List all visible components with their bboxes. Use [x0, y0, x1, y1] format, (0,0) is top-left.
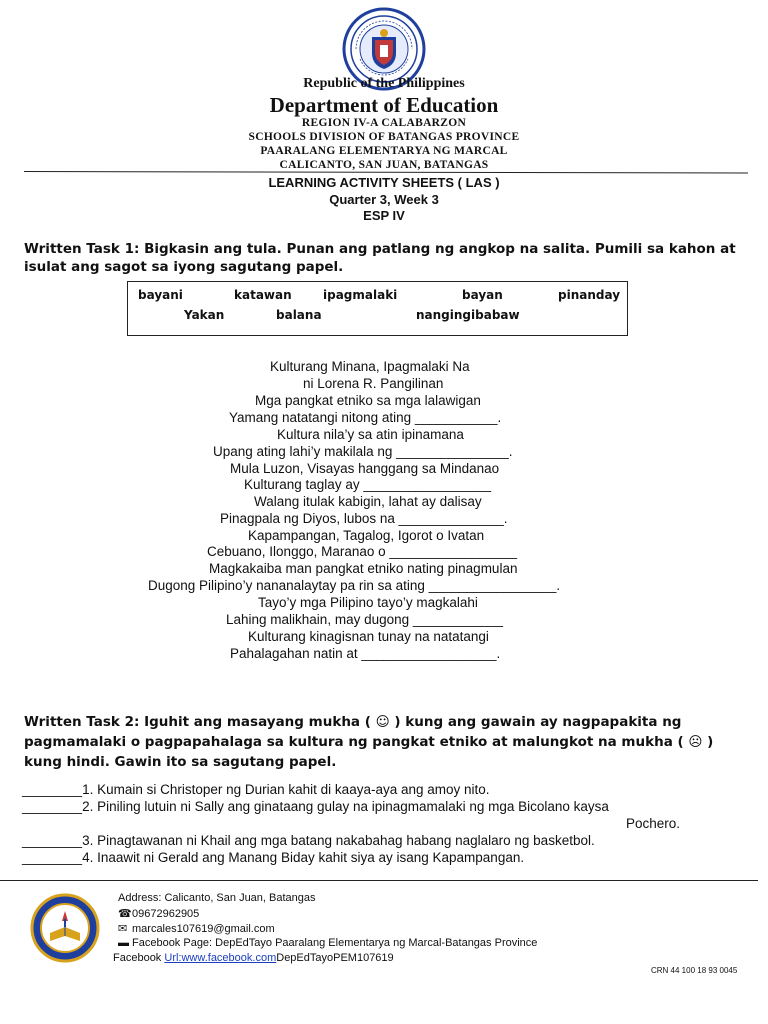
- facebook-url-link[interactable]: Url:www.facebook.com: [164, 952, 277, 964]
- word-bank-item: balana: [276, 308, 322, 322]
- sad-face-icon: ☹: [688, 734, 703, 750]
- word-bank-item: bayani: [138, 288, 183, 302]
- poem-line: Cebuano, Ilonggo, Maranao o _________________: [207, 544, 518, 559]
- poem-line: Lahing malikhain, may dugong ____________: [226, 612, 503, 627]
- school-heading: PAARALANG ELEMENTARYA NG MARCAL: [260, 145, 508, 157]
- task2-item-continuation: Pochero.: [626, 816, 681, 831]
- task2-text-part2: ) kung ang gawain ay nagpapakita ng pagmamalaki o pagpapahalaga sa kultura ng pangkat etniko at malungkot na mukha (: [24, 714, 689, 750]
- word-bank-item: bayan: [462, 288, 503, 302]
- task2-item: ________4. Inaawit ni Gerald ang Manang Biday kahit siya ay isang Kapampangan.: [22, 850, 525, 865]
- footer-phone: [118, 907, 199, 920]
- task2-item: ________2. Piniling lutuin ni Sally ang ginataang gulay na ipinagmamalaki ng mga Bicolano kaysa: [22, 799, 609, 814]
- word-bank-item: pinanday: [558, 288, 621, 302]
- header-divider: [24, 171, 748, 174]
- task2-item: ________1. Kumain si Christoper ng Durian kahit di kaaya-aya ang amoy nito.: [22, 782, 490, 797]
- region-heading: REGION IV-A CALABARZON: [301, 117, 467, 129]
- footer-facebook-page: [118, 937, 537, 949]
- task2-instruction: [24, 712, 752, 772]
- footer-phone-number: 09672962905: [132, 908, 200, 920]
- sheet-title: LEARNING ACTIVITY SHEETS ( LAS ): [268, 175, 500, 190]
- word-bank-item: nangingibabaw: [416, 308, 520, 322]
- poem-line: Mula Luzon, Visayas hanggang sa Mindanao: [230, 461, 500, 476]
- poem-line: Yamang natatangi nitong ating ___________.: [229, 410, 502, 425]
- word-bank-item: katawan: [234, 288, 292, 302]
- poem-line: Pahalagahan natin at __________________.: [230, 646, 501, 661]
- poem-line: Kultura nila’y sa atin ipinamana: [277, 427, 464, 442]
- poem-line: Pinagpala ng Diyos, lubos na ______________.: [220, 511, 508, 526]
- task2-text-part1: Written Task 2: Iguhit ang masayang mukha (: [24, 714, 376, 730]
- footer-facebook-url-prefix: Facebook: [113, 952, 165, 964]
- poem-line: Kapampangan, Tagalog, Igorot o Ivatan: [248, 528, 485, 543]
- poem-title: Kulturang Minana, Ipagmalaki Na: [270, 359, 470, 374]
- department-heading: Department of Education: [269, 93, 499, 117]
- division-heading: SCHOOLS DIVISION OF BATANGAS PROVINCE: [248, 131, 520, 143]
- footer-email-address[interactable]: marcales107619@gmail.com: [132, 923, 275, 935]
- computer-icon: ▬: [118, 937, 129, 949]
- footer-facebook-url: [113, 952, 394, 964]
- school-address-heading: CALICANTO, SAN JUAN, BATANGAS: [279, 159, 489, 171]
- word-bank-box: [127, 281, 628, 336]
- footer-address: Address: Calicanto, San Juan, Batangas: [118, 892, 316, 904]
- word-bank-item: ipagmalaki: [323, 288, 398, 302]
- task1-instruction: Written Task 1: Bigkasin ang tula. Punan ang patlang ng angkop na salita. Pumili sa kahon at isulat ang sagot sa iyong sagutang papel.: [24, 241, 736, 275]
- poem-line: Magkakaiba man pangkat etniko nating pinagmulan: [209, 561, 518, 576]
- poem-line: Mga pangkat etniko sa mga lalawigan: [255, 393, 481, 408]
- poem-line: Walang itulak kabigin, lahat ay dalisay: [254, 494, 482, 509]
- republic-heading: Republic of the Philippines: [303, 76, 465, 91]
- poem-line: Upang ating lahi’y makilala ng _______________.: [213, 444, 513, 459]
- school-logo: [30, 893, 100, 963]
- task2-item: ________3. Pinagtawanan ni Khail ang mga batang nakabahag habang naglalaro ng basketbol.: [22, 833, 595, 848]
- subject-label: ESP IV: [363, 208, 405, 223]
- footer-email: [118, 922, 275, 935]
- poem-line: Kulturang taglay ay _________________: [244, 477, 491, 492]
- footer-facebook-page-text: Facebook Page: DepEdTayo Paaralang Elementarya ng Marcal-Batangas Province: [132, 937, 538, 949]
- happy-face-icon: ☺: [375, 714, 390, 730]
- poem-line: Tayo’y mga Pilipino tayo’y magkalahi: [258, 595, 478, 610]
- poem-line: Kulturang kinagisnan tunay na natatangi: [248, 629, 489, 644]
- footer-facebook-url-suffix: DepEdTayoPEM107619: [276, 952, 394, 964]
- phone-icon: ☎: [118, 908, 132, 920]
- word-bank-item: Yakan: [184, 308, 225, 322]
- envelope-icon: ✉: [118, 923, 128, 935]
- task2-text-part3: ) kung hindi. Gawin ito sa sagutang papel.: [24, 734, 714, 770]
- poem-author: ni Lorena R. Pangilinan: [303, 376, 444, 391]
- footer-divider: [0, 880, 758, 881]
- poem-line: Dugong Pilipino’y nananalaytay pa rin sa ating _________________.: [148, 578, 561, 593]
- quarter-label: Quarter 3, Week 3: [329, 192, 439, 207]
- crn-code: CRN 44 100 18 93 0045: [651, 966, 738, 975]
